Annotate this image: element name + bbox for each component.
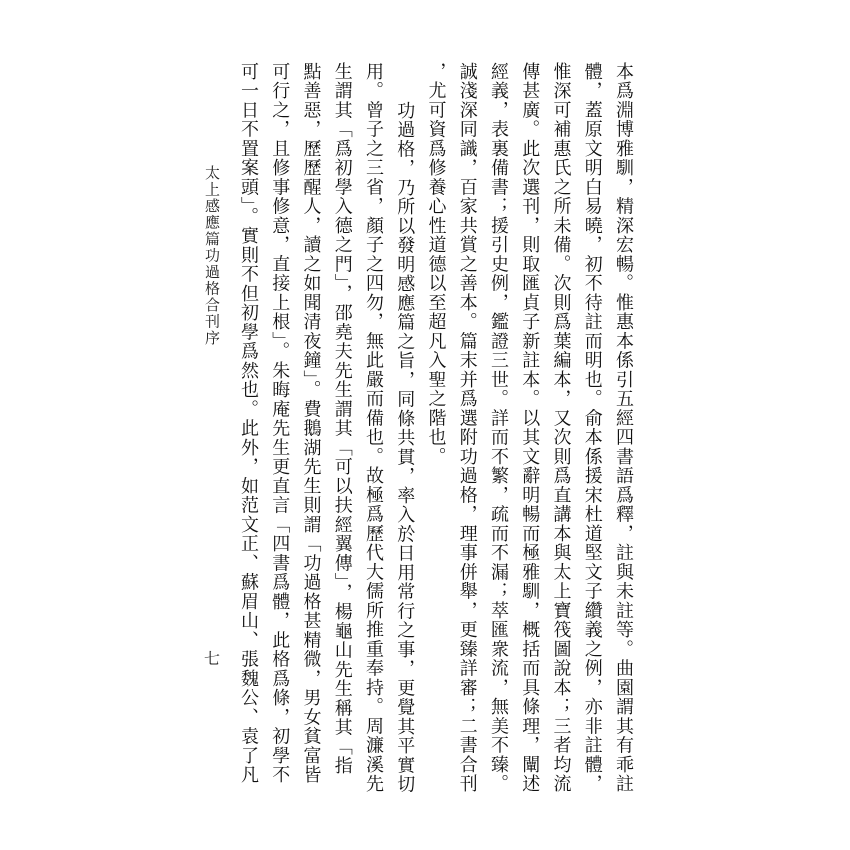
text-column: 點善惡，歷歷醒人，讀之如聞清夜鐘」。費鵝湖先生則謂「功過格甚精微，男女貧富皆 xyxy=(300,62,322,785)
page-number: 七 xyxy=(204,649,221,668)
text-column: 經義，表裏備書；援引史例，鑑證三世。詳而不繁，疏而不漏；萃匯衆流，無美不臻。 xyxy=(488,62,509,794)
running-header: 太上感應篇功過格合刊序 xyxy=(203,165,221,347)
text-column: 體，蓋原文明白易曉，初不待註而明也。俞本係援宋杜道堅文子纘義之例，亦非註體， xyxy=(581,62,603,794)
text-column: 傳甚廣。此次選刊，則取匯貞子新註本。以其文辭明暢而極雅馴，概括而具條理，闡述 xyxy=(519,62,541,794)
text-column: 可一日不置案頭」。實則不但初學爲然也。此外，如范文正、蘇眉山、張魏公、袁了凡 xyxy=(238,62,259,785)
text-column: 生謂其「爲初學入德之門」，邵堯夫先生謂其「可以扶經翼傳」，楊龜山先生稱其「指 xyxy=(331,62,353,776)
text-column: 用。曾子之三省，顏子之四勿，無此嚴而備也。故極爲歷代大儒所推重奉持。周濂溪先 xyxy=(363,62,384,794)
text-column: ，尤可資爲修養心性道德以至超凡入聖之階也。 xyxy=(425,62,447,467)
text-column: 可行之，且修事修意，直接上根」。朱晦庵先生更直言「四書爲體，此格爲條，初學不 xyxy=(269,62,291,785)
text-column: 惟深可補惠氏之所未備。次則爲葉編本，又次則爲直講本與太上寶筏圖說本；三者均流 xyxy=(550,62,572,794)
text-column: 功過格，乃所以發明感應篇之旨，同條共貫，率入於日用常行之事，更覺其平實切 xyxy=(394,100,416,794)
text-column: 誠淺深同識，百家共賞之善本。篇末并爲選附功過格，理事併舉，更臻詳審；二書合刊 xyxy=(456,62,478,794)
text-column: 本爲淵博雅馴，精深宏暢。惟惠本係引五經四書語爲釋，註與未註等。曲園謂其有乖註 xyxy=(613,62,634,794)
